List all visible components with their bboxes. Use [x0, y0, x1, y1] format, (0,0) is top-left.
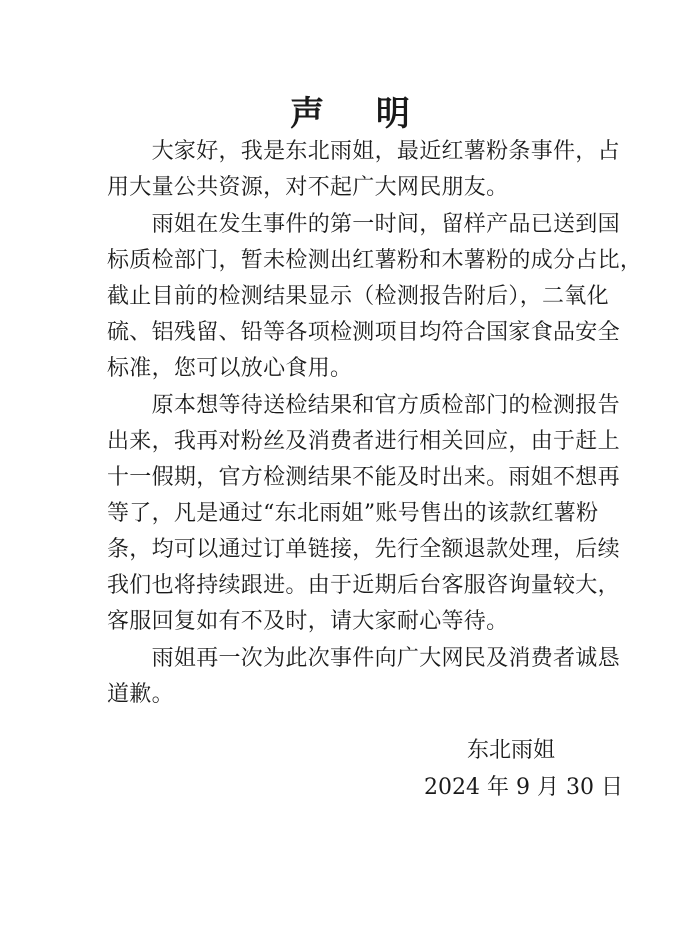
body-line: 客服回复如有不及时，请大家耐心等待。	[107, 609, 509, 634]
body-line: 标准，您可以放心食用。	[107, 356, 353, 381]
body-line: 等了，凡是通过“东北雨姐”账号售出的该款红薯粉	[107, 501, 599, 526]
body-line: 硫、铝残留、铅等各项检测项目均符合国家食品安全	[107, 320, 620, 345]
body-line: 我们也将持续跟进。由于近期后台客服咨询量较大，	[107, 573, 620, 598]
body-line: 出来，我再对粉丝及消费者进行相关回应，由于赶上	[107, 429, 620, 454]
body-line: 大家好，我是东北雨姐，最近红薯粉条事件，占	[107, 139, 620, 164]
body-line: 标质检部门，暂未检测出红薯粉和木薯粉的成分占比，	[107, 248, 643, 273]
body-line: 雨姐在发生事件的第一时间，留样产品已送到国	[107, 212, 620, 237]
signature-name: 东北雨姐	[467, 738, 556, 763]
document-title: 声 明	[290, 94, 430, 134]
body-line: 十一假期，官方检测结果不能及时出来。雨姐不想再	[107, 465, 620, 490]
body-line: 原本想等待送检结果和官方质检部门的检测报告	[107, 393, 620, 418]
body-line: 条，均可以通过订单链接，先行全额退款处理，后续	[107, 537, 620, 562]
signature-date: 2024 年 9 月 30 日	[424, 775, 623, 800]
body-line: 用大量公共资源，对不起广大网民朋友。	[107, 175, 509, 200]
body-line: 截止目前的检测结果显示（检测报告附后），二氧化	[107, 284, 609, 309]
body-line: 道歉。	[107, 682, 174, 707]
body-line: 雨姐再一次为此次事件向广大网民及消费者诚恳	[107, 646, 620, 671]
